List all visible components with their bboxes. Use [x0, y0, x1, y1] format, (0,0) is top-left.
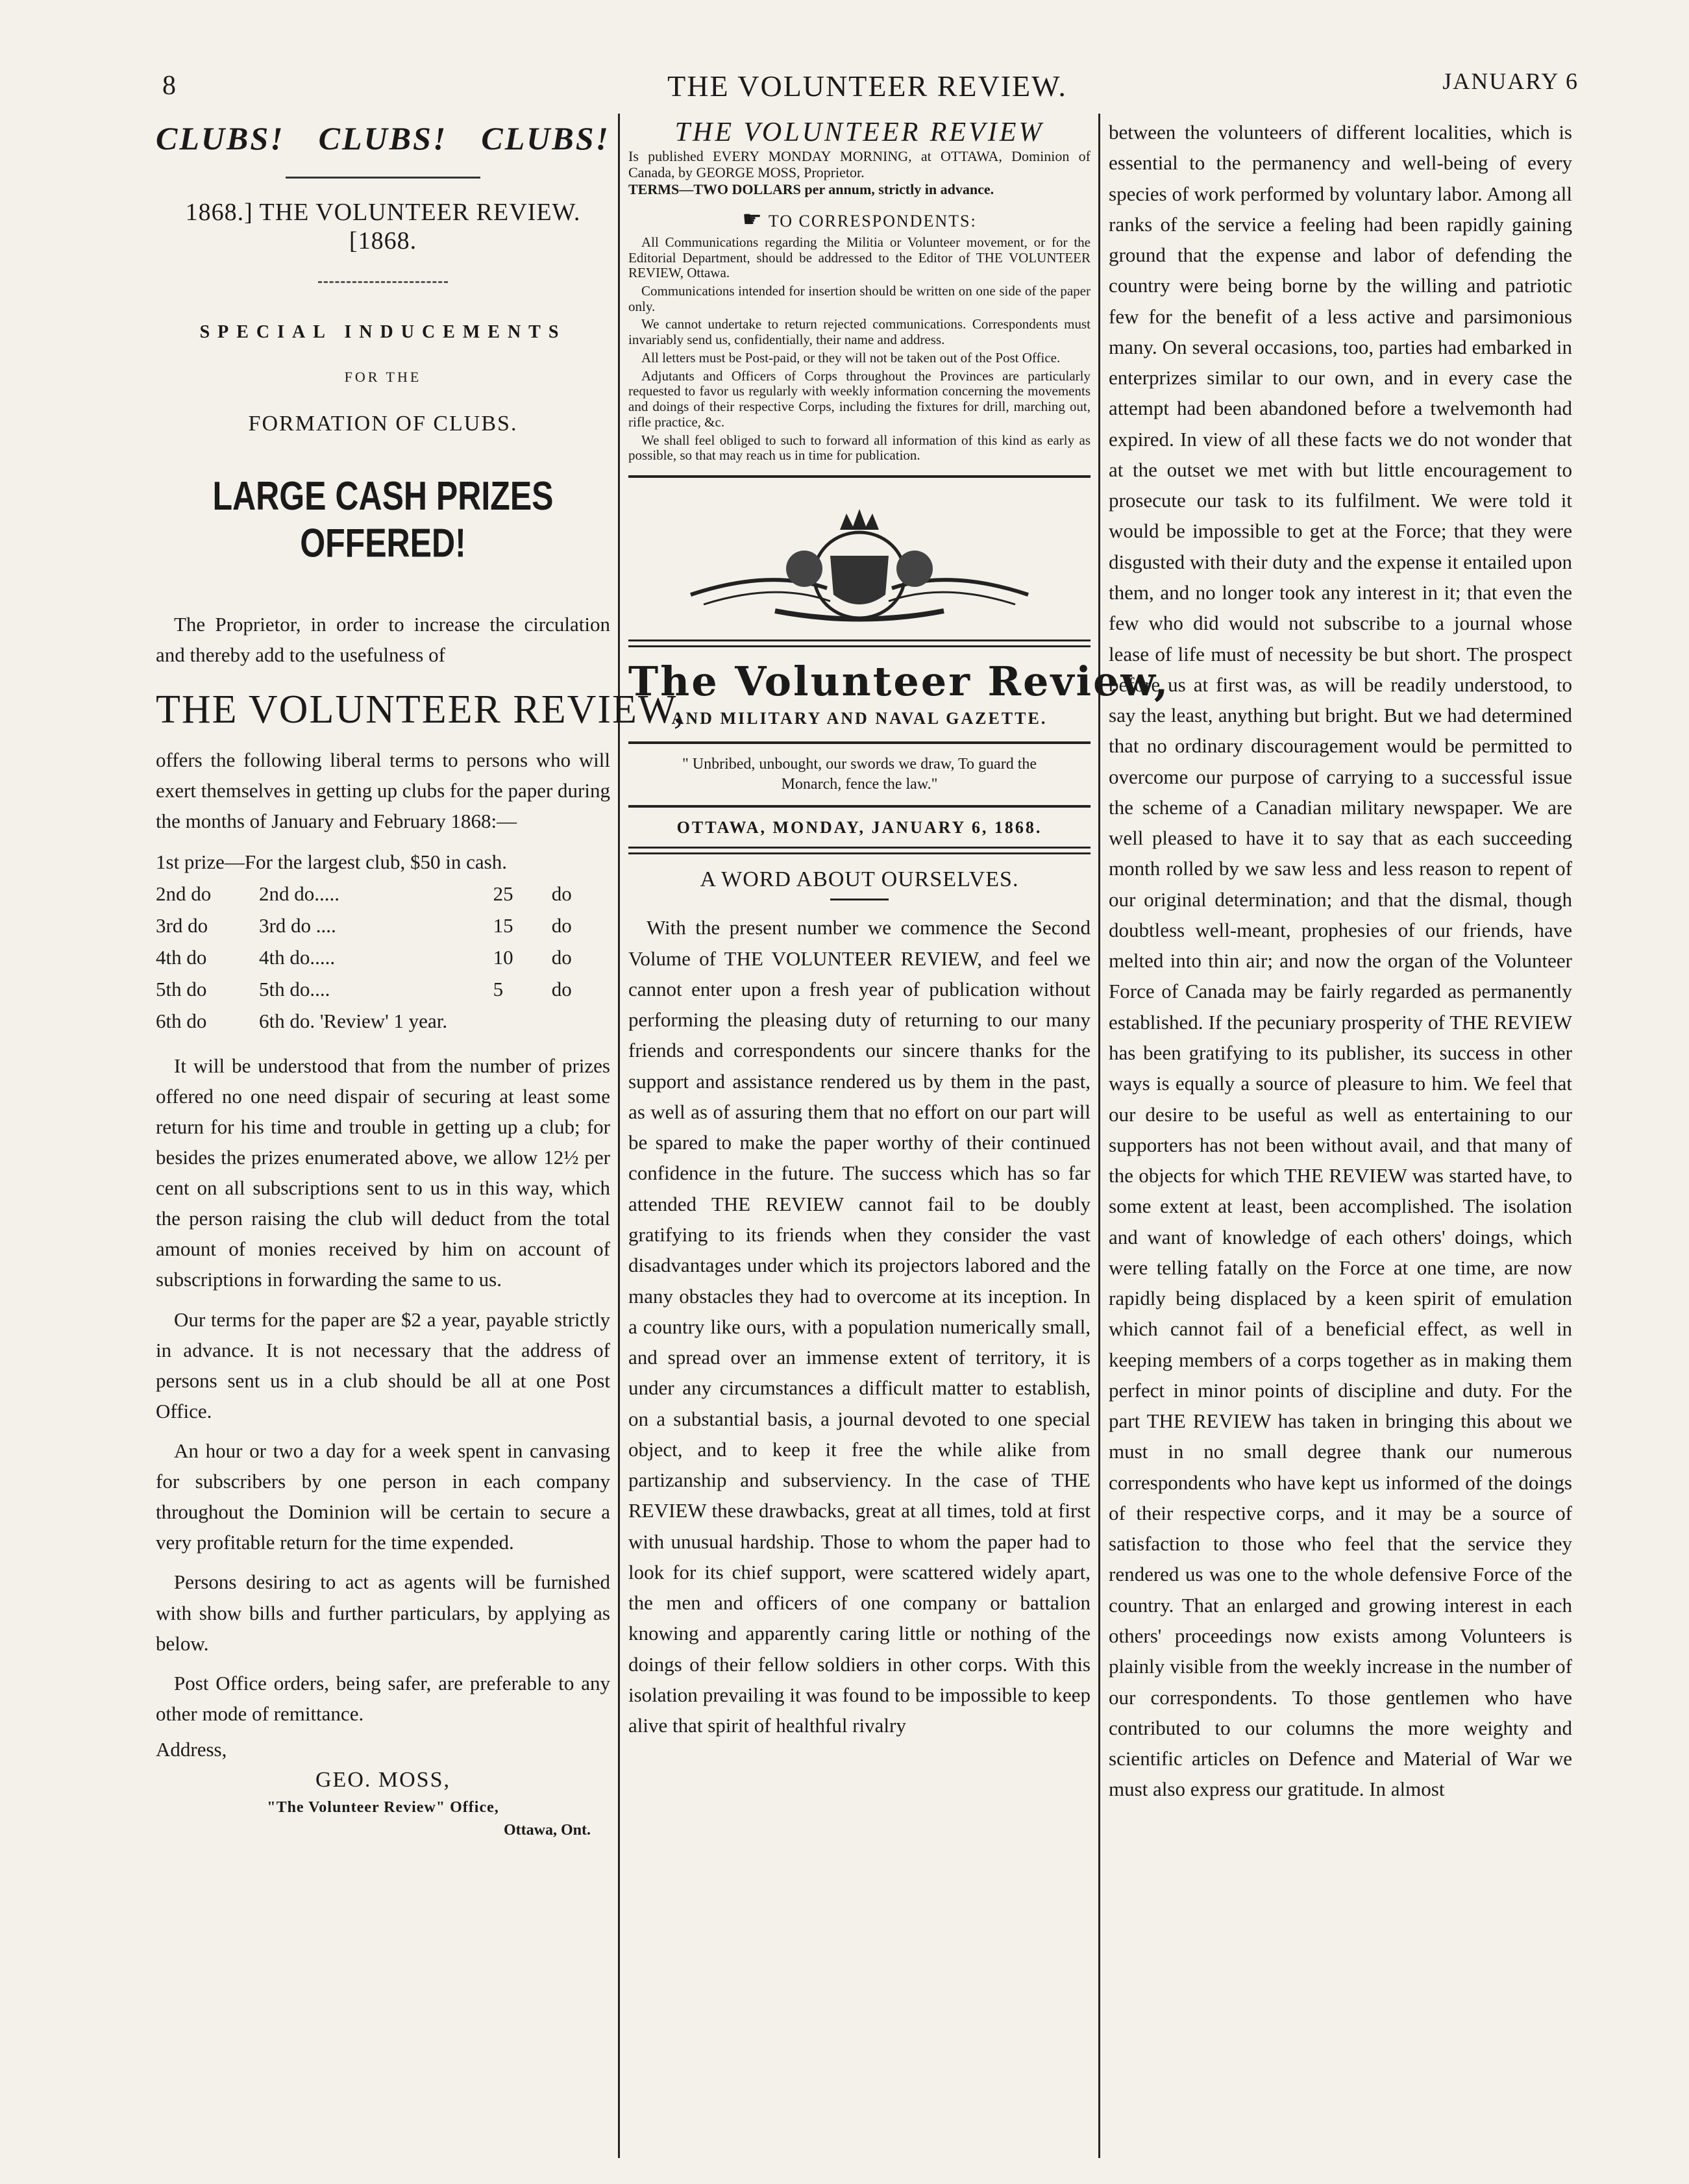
column-article-continued	[1109, 117, 1572, 2158]
motto: " Unbribed, unbought, our swords we draw, To guard the Monarch, fence the law."	[682, 755, 1037, 793]
prize-label: 4th do.....	[258, 946, 336, 969]
table-row	[156, 910, 610, 941]
notice-item: All Communications regarding the Militia or Volunteer movement, or for the Editorial Department, should be addressed to the Editor of THE VOLUNTEER REVIEW, Ottawa.	[628, 234, 1091, 281]
dateline: OTTAWA, MONDAY, JANUARY 6, 1868.	[676, 818, 1042, 838]
terms-paragraph: Our terms for the paper are $2 a year, payable strictly in advance. It is not necessary that the address of persons sent us in a club should be all at one Post Office.	[156, 1308, 610, 1422]
prize-label: 5th do....	[258, 978, 330, 1001]
divider	[628, 741, 1091, 744]
divider	[628, 639, 1091, 647]
prize-label: 3rd do ....	[258, 913, 336, 937]
divider	[286, 177, 480, 179]
table-row	[156, 973, 610, 1005]
orders-paragraph: Post Office orders, being safer, are preferable to any other mode of remittance.	[156, 1671, 610, 1725]
prize-amount: 15	[493, 913, 513, 937]
understood-paragraph: It will be understood that from the number of prizes offered no one need dispair of securing at least some return for his time and trouble in getting up a club; for besides the prizes enumerated above, we allow 12½ per cent on all subscriptions sent to us in this way, which the person raising the club will deduct from the total amount of monies received by him on account of subscriptions in forwarding the same to us.	[156, 1054, 610, 1291]
prize-place: 5th do	[156, 978, 207, 1001]
page-number: 8	[162, 71, 176, 101]
prize-unit: do	[551, 913, 572, 937]
prize-first: 1st prize—For the largest club, $50 in cash.	[156, 850, 507, 873]
city-line: Ottawa, Ont.	[504, 1821, 591, 1839]
header-date: JANUARY 6	[1442, 68, 1579, 94]
divider	[830, 899, 889, 900]
table-row	[156, 1005, 610, 1037]
special-inducements-heading: SPECIAL INDUCEMENTS	[199, 322, 567, 342]
formation-heading: FORMATION OF CLUBS.	[248, 412, 518, 436]
article-continuation: between the volunteers of different localities, which is essential to the permanency and well-being of every species of work performed by voluntary labor. Among all ranks of the service a feeling had been rapidly gaining ground that the expense and labor of defending the country were being borne by the willing and patriotic few for the benefit of a less active and parsimonious many. On several occasions, too, parties had embarked in enterprizes similar to our own, and in every case the attempt had been abandoned before a twelvemonth had expired. In view of all these facts we do not wonder that at the outset we met with but little encouragement to prosecute our task to its fulfilment. We were told it would be impossible to get at the Force; that they were disgusted with their duty and the expense it entailed upon them, and no longer took any interest in it; that even the few who did would not subscribe to a journal whose lease of life must of necessity be but short. The prospect before us at first was, as will be readily understood, to say the least, anything but bright. But we had determined that no ordinary discouragement would be permitted to overcome our purpose of carrying to a successful issue the scheme of a Canadian military newspaper. We are well pleased to have it to say that as each succeeding month rolled by we saw less and less reason to repent of our original determination; and that the dismal, though doubtless well-meant, prophesies of our friends, have melted into thin air; and now the organ of the Volunteer Force of Canada may be fairly regarded as permanently established. If the pecuniary prosperity of THE REVIEW has been gratifying to its publisher, its success in other ways is equally a source of pleasure to him. We feel that our desire to be useful as well as entertaining to our supporters has not been without avail, and that many of the objects for which THE REVIEW was started have, to some extent at least, been accomplished. The isolation and want of knowledge of each others' doings, which were telling fatally on the Force at one time, are now rapidly being displaced by a keen spirit of emulation which cannot fail of a beneficial effect, as well in keeping members of a corps together as in making them perfect in minor points of discipline and duty. For the part THE REVIEW has taken in bringing this about we must in no small degree thank our numerous correspondents who have kept us informed of the doings of their respective corps, and it may be a source of satisfaction to those who feel that the service they rendered us was one to the whole defensive Force of the country. That an enlarged and growing interest in each others' proceedings now exists among Volunteers is plainly visible from the weekly increase in the number of our correspondents. To those gentlemen who have contributed to our columns the more weighty and scientific articles on Defence and Material of War we must also express our gratitude. In almost	[1109, 121, 1572, 1801]
divider	[628, 805, 1091, 808]
paper-name: THE VOLUNTEER REVIEW,	[156, 688, 685, 732]
prize-table	[156, 846, 610, 1037]
notice-item: Adjutants and Officers of Corps throughout the Provinces are particularly requested to favor us regularly with weekly information concerning the movements and doings of their respective Corps, including the fixtures for drill, marching out, rifle practice, &c.	[628, 367, 1091, 430]
table-row	[156, 846, 610, 878]
signature: GEO. MOSS,	[315, 1767, 450, 1792]
clubs-heading: CLUBS! CLUBS! CLUBS!	[156, 120, 610, 156]
prize-place: 2nd do	[156, 882, 212, 905]
volume-reference: 1868.] THE VOLUNTEER REVIEW. [1868.	[185, 199, 581, 254]
column-advertisement	[156, 117, 685, 2158]
divider	[628, 475, 1091, 478]
newspaper-subtitle: AND MILITARY AND NAVAL GAZETTE.	[671, 708, 1048, 728]
canvasing-paragraph: An hour or two a day for a week spent in canvasing for subscribers by one person in each company throughout the Dominion will be certain to secure a very profitable return for the time expended.	[156, 1439, 610, 1554]
royal-crest-icon	[628, 497, 1091, 630]
prize-unit: do	[551, 946, 572, 969]
notice-item: Communications intended for insertion should be written on one side of the paper only.	[628, 283, 1091, 314]
table-row	[156, 941, 610, 973]
cash-prizes-heading: LARGE CASH PRIZES OFFERED!	[212, 473, 554, 566]
address-label: Address,	[156, 1737, 227, 1761]
agents-paragraph: Persons desiring to act as agents will be furnished with show bills and further particulars, by applying as below.	[156, 1570, 610, 1655]
notice-item: All letters must be Post-paid, or they will not be taken out of the Post Office.	[641, 349, 1061, 366]
newspaper-title: The Volunteer Review,	[628, 657, 1170, 705]
column-rule-left	[618, 114, 620, 2158]
prize-amount: 25	[493, 882, 513, 905]
article-heading: A WORD ABOUT OURSELVES.	[700, 867, 1019, 892]
prize-amount: 10	[493, 946, 513, 969]
correspondents-heading	[628, 206, 1091, 232]
notice-item: We cannot undertake to return rejected communications. Correspondents must invariably send us, confidentially, their name and address.	[628, 316, 1091, 348]
prize-place: 6th do	[156, 1010, 207, 1033]
intro-paragraph: The Proprietor, in order to increase the circulation and thereby add to the usefulness of	[156, 613, 610, 667]
divider	[318, 281, 448, 283]
prize-unit: do	[551, 882, 572, 905]
correspondents-label: TO CORRESPONDENTS:	[768, 211, 977, 230]
column-rule-right	[1098, 114, 1100, 2158]
prize-amount: 5	[493, 978, 504, 1001]
offers-paragraph: offers the following liberal terms to persons who will exert themselves in getting up clubs for the paper during the months of January and February 1868:—	[156, 749, 610, 833]
prize-label: 6th do. 'Review' 1 year.	[258, 1010, 448, 1033]
masthead-title: THE VOLUNTEER REVIEW	[674, 118, 1044, 147]
prize-place: 3rd do	[156, 913, 208, 937]
column-masthead	[628, 117, 1170, 2158]
notice-item: We shall feel obliged to such to forward all information of this kind as early as possible, so that may reach us in time for publication.	[628, 432, 1091, 464]
publication-notice: Is published EVERY MONDAY MORNING, at OTTAWA, Dominion of Canada, by GEORGE MOSS, Proprietor.	[628, 148, 1091, 181]
prize-place: 4th do	[156, 946, 207, 969]
article-paragraph: With the present number we commence the Second Volume of THE VOLUNTEER REVIEW, and feel we cannot enter upon a fresh year of publication without performing the pleasing duty of returning to our many friends and correspondents our sincere thanks for the support and assistance rendered us by them in the past, as well as of assuring them that no effort on our part will be spared to make the paper worthy of their continued confidence in the future. The success which has so far attended THE REVIEW cannot fail to be doubly gratifying to its friends when they consider the vast disadvantages under which its projectors labored and the many obstacles they had to overcome at its inception. In a country like ours, with a population numerically small, and spread over an immense extent of territory, it is under any circumstances a difficult matter to establish, on a substantial basis, a journal devoted to one special object, and to keep it free the while alike from partizanship and subserviency. In the case of THE REVIEW these drawbacks, great at all times, told at first with unusual hardship. Those to whom the paper had to look for its chief support, were scattered widely apart, the men and officers of one company or battalion knowing and apparently caring little or nothing of the doings of their fellow soldiers in other corps. With this isolation prevailing it was found to be impossible to keep alive that spirit of healthful rivalry	[628, 916, 1091, 1737]
subscription-terms: TERMS—TWO DOLLARS per annum, strictly in advance.	[628, 180, 994, 197]
prize-unit: do	[551, 978, 572, 1001]
page-header	[156, 65, 1579, 110]
pointing-hand-icon: ☛	[742, 207, 763, 232]
prize-label: 2nd do.....	[258, 882, 339, 905]
table-row	[156, 878, 610, 910]
for-the-label: FOR THE	[344, 369, 422, 385]
office-line: "The Volunteer Review" Office,	[267, 1798, 499, 1816]
divider	[628, 847, 1091, 854]
running-title: THE VOLUNTEER REVIEW.	[667, 69, 1067, 103]
